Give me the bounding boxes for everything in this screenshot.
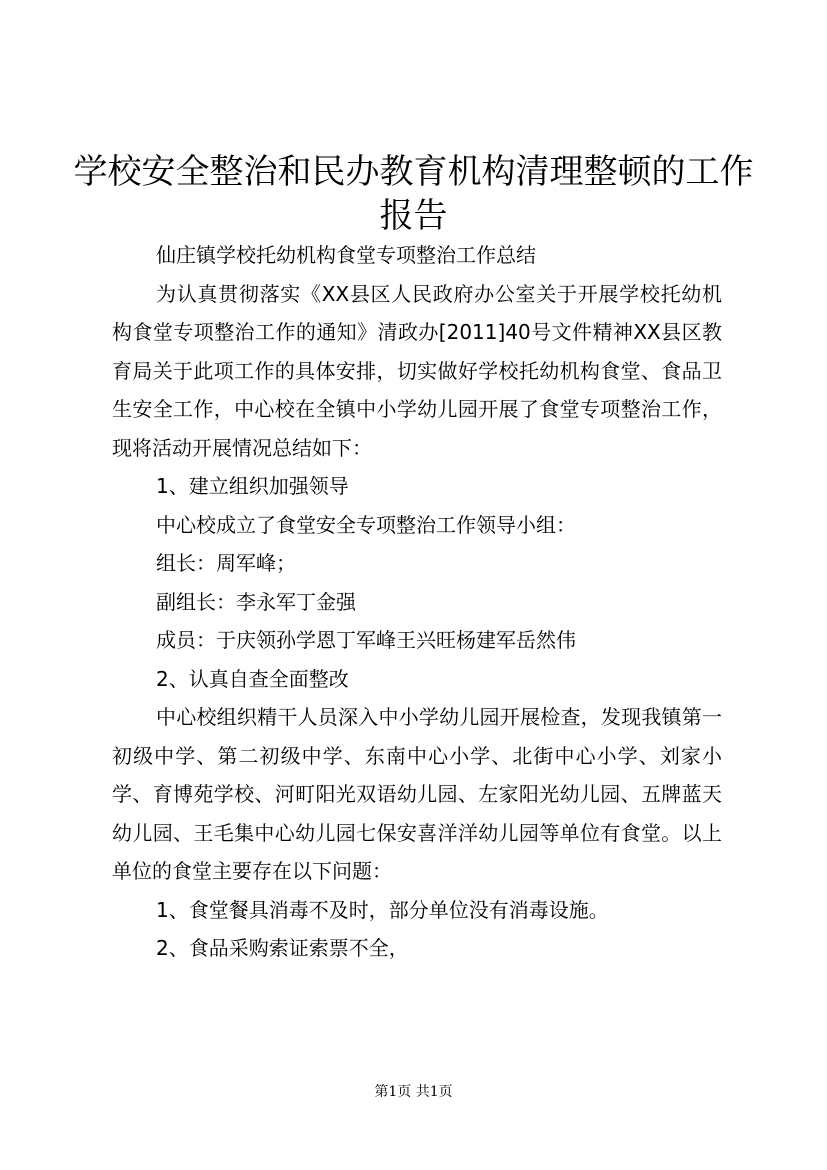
- page-footer: 第1页 共1页: [374, 1084, 453, 1100]
- paragraph-leader: 组长：周军峰；: [156, 551, 296, 575]
- section-heading-2: 2、认真自查全面整改: [156, 666, 349, 691]
- paragraph-inspection: 中心校组织精干人员深入中小学幼儿园开展检查，发现我镇第一初级中学、第二初级中学、东南中心小学、北街中心小学、刘家小学、育博苑学校、河町阳光双语幼儿园、左家阳光幼儿园、五牌蓝天幼儿园、王毛集中心幼儿园七保安喜洋洋幼儿园等单位有食堂。以上单位的食堂主要存在以下问题：: [112, 705, 722, 883]
- paragraph-intro: 为认真贯彻落实《XX县区人民政府办公室关于开展学校托幼机构食堂专项整治工作的通知》清政办[2011]40号文件精神XX县区教育局关于此项工作的具体安排，切实做好学校托幼机构食堂、食品卫生安全工作，中心校在全镇中小学幼儿园开展了食堂专项整治工作，现将活动开展情况总结如下：: [112, 281, 722, 460]
- paragraph-members: 成员：于庆领孙学恩丁军峰王兴旺杨建军岳然伟: [156, 628, 576, 652]
- document-title: [40, 150, 787, 238]
- title-line-1: 学校安全整治和民办教育机构清理整顿的工作: [73, 152, 754, 192]
- list-item-2: 2、食品采购索证索票不全，: [156, 936, 409, 960]
- paragraph-subtitle: 仙庄镇学校托幼机构食堂专项整治工作总结: [156, 243, 536, 267]
- section-heading-1: 1、建立组织加强领导: [156, 474, 349, 498]
- list-item-1: 1、食堂餐具消毒不及时，部分单位没有消毒设施。: [156, 897, 609, 922]
- paragraph-deputy: 副组长：李永军丁金强: [156, 589, 356, 614]
- document-body: [112, 236, 722, 968]
- title-line-2: 报告: [379, 196, 448, 236]
- paragraph-group: 中心校成立了食堂安全专项整治工作领导小组：: [156, 512, 576, 537]
